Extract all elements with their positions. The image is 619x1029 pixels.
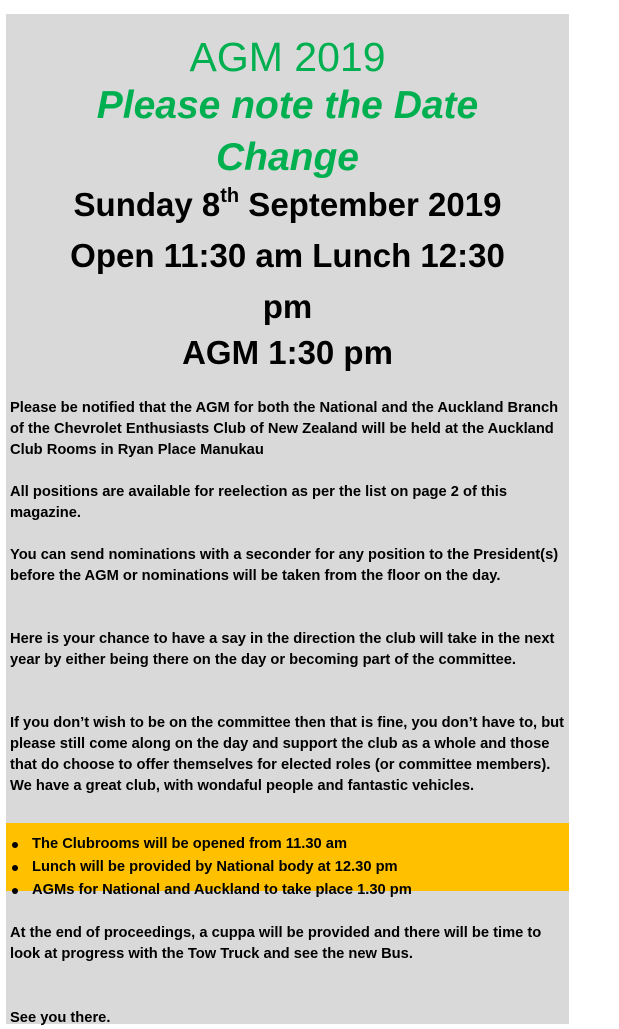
schedule-item-text: AGMs for National and Auckland to take place 1.30 pm <box>32 882 412 898</box>
schedule-highlight-box <box>6 823 569 898</box>
bullet-icon <box>12 888 18 894</box>
notice-paragraph: Please be notified that the AGM for both the National and the Auckland Branch of the Chevrolet Enthusiasts Club of New Zealand will be held at the Auckland Club Rooms in Ryan Place Manukau <box>10 400 559 458</box>
list-item <box>6 857 412 880</box>
event-date <box>6 186 569 224</box>
flyer-title: AGM 2019 <box>189 34 386 80</box>
bullet-icon <box>12 842 18 848</box>
date-change-notice-line2: Change <box>215 136 359 179</box>
great-club-text: We have a great club, with wondaful people and fantastic vehicles. <box>10 778 475 794</box>
schedule-list <box>6 834 412 903</box>
date-change-notice-line1: Please note the Date <box>96 84 479 127</box>
event-date-suffix: th <box>220 185 240 207</box>
schedule-item-text: The Clubrooms will be opened from 11.30 am <box>32 836 348 852</box>
positions-paragraph: All positions are available for reelection as per the list on page 2 of this magazine. <box>10 484 508 521</box>
support-text: If you don’t wish to be on the committee then that is fine, you don’t have to, but please still come along on the day and support the club as a whole and those that do choose to offer themselves for elected roles (or committee members). <box>10 715 565 773</box>
nominations-paragraph: You can send nominations with a seconder for any position to the President(s) before the AGM or nominations will be taken from the floor on the day. <box>10 547 559 584</box>
event-date-rest: September 2019 <box>239 186 502 223</box>
flyer-panel <box>6 14 569 1024</box>
proceedings-paragraph: At the end of proceedings, a cuppa will be provided and there will be time to look at progress with the Tow Truck and see the new Bus. <box>10 925 542 962</box>
event-times-line2: pm <box>262 288 313 325</box>
list-item <box>6 880 412 903</box>
event-date-day: Sunday 8 <box>73 186 221 223</box>
chance-paragraph: Here is your chance to have a say in the direction the club will take in the next year by either being there on the day or becoming part of the committee. <box>10 631 555 668</box>
list-item <box>6 834 412 857</box>
schedule-item-text: Lunch will be provided by National body at 12.30 pm <box>32 859 398 875</box>
support-paragraph <box>10 713 566 797</box>
agm-time: AGM 1:30 pm <box>182 334 393 371</box>
closing-line: See you there. <box>10 1010 111 1026</box>
bullet-icon <box>12 865 18 871</box>
event-times-line1: Open 11:30 am Lunch 12:30 <box>70 237 505 274</box>
